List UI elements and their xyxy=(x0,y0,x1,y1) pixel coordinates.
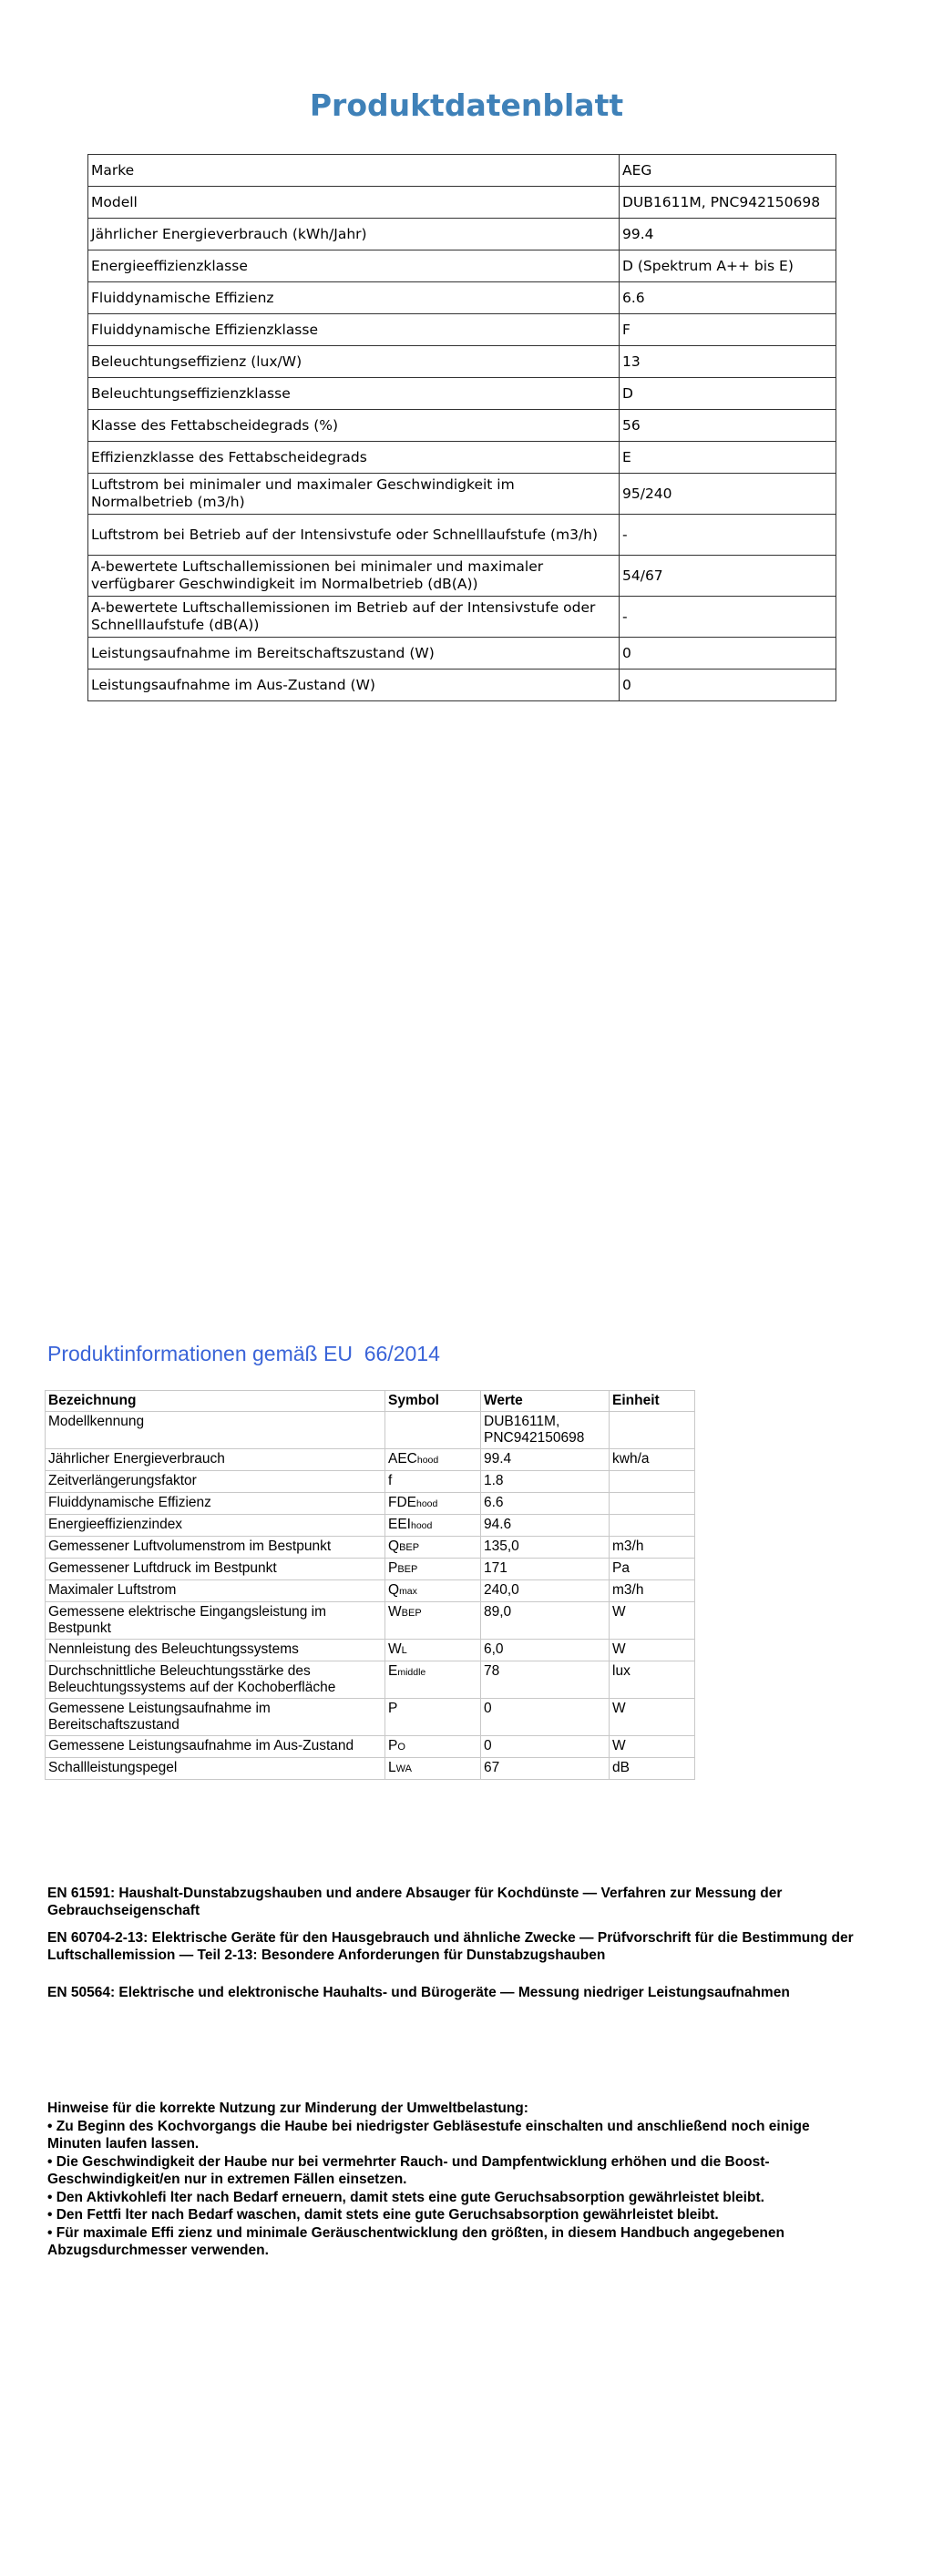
param-unit: W xyxy=(610,1602,695,1640)
symbol-base: E xyxy=(388,1663,398,1679)
param-symbol xyxy=(385,1537,481,1559)
param-symbol xyxy=(385,1493,481,1515)
spec-value: 54/67 xyxy=(620,556,836,597)
product-data-sheet-table xyxy=(87,154,836,701)
param-name: Gemessene elektrische Eingangsleistung im Bestpunkt xyxy=(46,1602,385,1640)
note-item: • Die Geschwindigkeit der Haube nur bei vermehrter Rauch- und Dampfentwicklung erhöhen und die Boost-Geschwindigkeit/en nur in extremen Fällen einsetzen. xyxy=(47,2153,770,2187)
standard-en61591: EN 61591: Haushalt-Dunstabzugshauben und andere Absauger für Kochdünste — Verfahren zur Messung der Gebrauchseigenschaft xyxy=(47,1886,783,1918)
column-header: Einheit xyxy=(610,1391,695,1412)
table-row xyxy=(46,1640,695,1661)
spec-label: Energieeffizienzklasse xyxy=(88,250,620,282)
param-name: Gemessene Leistungsaufnahme im Bereitschaftszustand xyxy=(46,1699,385,1736)
table-row xyxy=(88,410,836,442)
spec-label: Marke xyxy=(88,155,620,187)
spec-label: Fluiddynamische Effizienzklasse xyxy=(88,314,620,346)
spec-label: Leistungsaufnahme im Bereitschaftszustand (W) xyxy=(88,638,620,670)
note-item: • Zu Beginn des Kochvorgangs die Haube bei niedrigster Gebläsestufe einschalten und anschließend noch einige Minuten laufen lassen. xyxy=(47,2118,810,2152)
note-item: • Den Fettfi lter nach Bedarf waschen, damit stets eine gute Geruchsabsorption gewährleistet bleibt. xyxy=(47,2207,719,2223)
table-row xyxy=(46,1580,695,1602)
param-value: 94.6 xyxy=(481,1515,610,1537)
table-row xyxy=(46,1471,695,1493)
param-unit: lux xyxy=(610,1661,695,1699)
table-row xyxy=(88,474,836,515)
param-unit: dB xyxy=(610,1758,695,1780)
spec-value: 0 xyxy=(620,670,836,701)
spec-label: Modell xyxy=(88,187,620,219)
spec-value: D (Spektrum A++ bis E) xyxy=(620,250,836,282)
symbol-base: P xyxy=(388,1701,398,1716)
symbol-base: L xyxy=(388,1760,396,1775)
table-row xyxy=(88,314,836,346)
param-symbol xyxy=(385,1580,481,1602)
symbol-base: Q xyxy=(388,1582,400,1598)
symbol-base: W xyxy=(388,1641,402,1657)
param-unit: Pa xyxy=(610,1559,695,1580)
spec-value: E xyxy=(620,442,836,474)
spec-value: 0 xyxy=(620,638,836,670)
spec-value: D xyxy=(620,378,836,410)
table-row xyxy=(46,1736,695,1758)
usage-notes xyxy=(47,2100,867,2260)
table-row xyxy=(46,1412,695,1449)
page-title: Produktdatenblatt xyxy=(309,87,624,123)
symbol-subscript: hood xyxy=(416,1455,439,1466)
spec-value: 99.4 xyxy=(620,219,836,250)
spec-value: 56 xyxy=(620,410,836,442)
param-value: 240,0 xyxy=(481,1580,610,1602)
symbol-base: AEC xyxy=(388,1451,417,1467)
spec-label: A-bewertete Luftschallemissionen im Betrieb auf der Intensivstufe oder Schnelllaufstufe (dB(A)) xyxy=(88,597,620,638)
param-symbol xyxy=(385,1640,481,1661)
param-unit: m3/h xyxy=(610,1537,695,1559)
param-symbol xyxy=(385,1449,481,1471)
param-value: 0 xyxy=(481,1736,610,1758)
param-symbol xyxy=(385,1602,481,1640)
spec-value: 6.6 xyxy=(620,282,836,314)
table-row xyxy=(88,282,836,314)
param-name: Gemessener Luftvolumenstrom im Bestpunkt xyxy=(46,1537,385,1559)
table-row xyxy=(88,378,836,410)
table-row xyxy=(46,1537,695,1559)
param-value: 1.8 xyxy=(481,1471,610,1493)
param-unit: kwh/a xyxy=(610,1449,695,1471)
param-value: 67 xyxy=(481,1758,610,1780)
param-value: 135,0 xyxy=(481,1537,610,1559)
table-row xyxy=(46,1661,695,1699)
param-value: 78 xyxy=(481,1661,610,1699)
spec-label: Fluiddynamische Effizienz xyxy=(88,282,620,314)
param-name: Fluiddynamische Effizienz xyxy=(46,1493,385,1515)
table-row xyxy=(46,1602,695,1640)
symbol-subscript: O xyxy=(397,1742,405,1753)
spec-label: Luftstrom bei Betrieb auf der Intensivstufe oder Schnelllaufstufe (m3/h) xyxy=(88,515,620,556)
spec-value: AEG xyxy=(620,155,836,187)
spec-label: Beleuchtungseffizienz (lux/W) xyxy=(88,346,620,378)
symbol-base: P xyxy=(388,1560,398,1576)
column-header: Werte xyxy=(481,1391,610,1412)
symbol-subscript: hood xyxy=(410,1520,433,1531)
symbol-subscript: middle xyxy=(397,1667,426,1678)
table-row xyxy=(88,442,836,474)
notes-heading: Hinweise für die korrekte Nutzung zur Minderung der Umweltbelastung: xyxy=(47,2101,528,2116)
table-row xyxy=(88,638,836,670)
table-row xyxy=(88,556,836,597)
param-unit: W xyxy=(610,1640,695,1661)
param-unit xyxy=(610,1493,695,1515)
param-symbol xyxy=(385,1758,481,1780)
param-value: 6.6 xyxy=(481,1493,610,1515)
table-row xyxy=(88,250,836,282)
symbol-subscript: max xyxy=(399,1586,417,1597)
param-symbol xyxy=(385,1559,481,1580)
param-unit: W xyxy=(610,1736,695,1758)
table-header-row xyxy=(46,1391,695,1412)
table-row xyxy=(46,1699,695,1736)
column-header: Symbol xyxy=(385,1391,481,1412)
param-name: Modellkennung xyxy=(46,1412,385,1449)
spec-label: Klasse des Fettabscheidegrads (%) xyxy=(88,410,620,442)
spec-value: F xyxy=(620,314,836,346)
section-heading: Produktinformationen gemäß EU 66/2014 xyxy=(47,1342,440,1365)
param-name: Maximaler Luftstrom xyxy=(46,1580,385,1602)
spec-label: Effizienzklasse des Fettabscheidegrads xyxy=(88,442,620,474)
symbol-base: Q xyxy=(388,1538,400,1554)
symbol-subscript: BEP xyxy=(399,1542,420,1553)
param-name: Schallleistungspegel xyxy=(46,1758,385,1780)
table-row xyxy=(88,515,836,556)
param-symbol xyxy=(385,1699,481,1736)
param-value: 99.4 xyxy=(481,1449,610,1471)
spec-label: Jährlicher Energieverbrauch (kWh/Jahr) xyxy=(88,219,620,250)
note-item: • Den Aktivkohlefi lter nach Bedarf erneuern, damit stets eine gute Geruchsabsorption gewährleistet bleibt. xyxy=(47,2189,764,2205)
param-unit xyxy=(610,1471,695,1493)
param-symbol xyxy=(385,1515,481,1537)
param-value: 171 xyxy=(481,1559,610,1580)
param-name: Jährlicher Energieverbrauch xyxy=(46,1449,385,1471)
table-row xyxy=(88,155,836,187)
standard-en50564: EN 50564: Elektrische und elektronische Hauhalts- und Bürogeräte — Messung niedriger Leistungsaufnahmen xyxy=(47,1985,790,2000)
param-value: 0 xyxy=(481,1699,610,1736)
param-value: DUB1611M, PNC942150698 xyxy=(481,1412,610,1449)
spec-label: A-bewertete Luftschallemissionen bei minimaler und maximaler verfügbarer Geschwindigkeit im Normalbetrieb (dB(A)) xyxy=(88,556,620,597)
symbol-base: FDE xyxy=(388,1495,416,1510)
param-value: 6,0 xyxy=(481,1640,610,1661)
param-unit xyxy=(610,1515,695,1537)
param-symbol xyxy=(385,1661,481,1699)
param-unit xyxy=(610,1412,695,1449)
table-row xyxy=(88,346,836,378)
table-row xyxy=(46,1449,695,1471)
spec-value: - xyxy=(620,597,836,638)
table-row xyxy=(46,1559,695,1580)
spec-value: 95/240 xyxy=(620,474,836,515)
product-info-table xyxy=(45,1390,695,1780)
table-row xyxy=(88,597,836,638)
table-row xyxy=(46,1493,695,1515)
param-name: Gemessener Luftdruck im Bestpunkt xyxy=(46,1559,385,1580)
spec-label: Luftstrom bei minimaler und maximaler Geschwindigkeit im Normalbetrieb (m3/h) xyxy=(88,474,620,515)
table-row xyxy=(88,187,836,219)
symbol-subscript: WA xyxy=(395,1763,412,1774)
spec-label: Leistungsaufnahme im Aus-Zustand (W) xyxy=(88,670,620,701)
param-symbol xyxy=(385,1471,481,1493)
column-header: Bezeichnung xyxy=(46,1391,385,1412)
param-unit: W xyxy=(610,1699,695,1736)
symbol-subscript: hood xyxy=(416,1498,438,1509)
note-item: • Für maximale Effi zienz und minimale Geräuschentwicklung den größten, in diesem Handbuch angegebenen Abzugsdurchmesser verwenden. xyxy=(47,2224,784,2258)
param-name: Energieeffizienzindex xyxy=(46,1515,385,1537)
param-name: Gemessene Leistungsaufnahme im Aus-Zustand xyxy=(46,1736,385,1758)
spec-value: - xyxy=(620,515,836,556)
spec-label: Beleuchtungseffizienzklasse xyxy=(88,378,620,410)
param-symbol xyxy=(385,1736,481,1758)
table-row xyxy=(46,1758,695,1780)
table-row xyxy=(88,670,836,701)
param-unit: m3/h xyxy=(610,1580,695,1602)
symbol-subscript: BEP xyxy=(401,1608,422,1619)
symbol-subscript: BEP xyxy=(397,1564,418,1575)
table-row xyxy=(46,1515,695,1537)
symbol-base: W xyxy=(388,1604,402,1620)
spec-value: DUB1611M, PNC942150698 xyxy=(620,187,836,219)
param-value: 89,0 xyxy=(481,1602,610,1640)
symbol-subscript: L xyxy=(401,1645,407,1656)
param-symbol xyxy=(385,1412,481,1449)
param-name: Nennleistung des Beleuchtungssystems xyxy=(46,1640,385,1661)
symbol-base: P xyxy=(388,1738,398,1753)
symbol-base: f xyxy=(388,1473,393,1488)
standard-en60704: EN 60704-2-13: Elektrische Geräte für den Hausgebrauch und ähnliche Zwecke — Prüfvorschrift für die Bestimmung der Luftschallemission — Teil 2-13: Besondere Anforderungen für Dunstabzugshauben xyxy=(47,1930,854,1963)
symbol-base: EEI xyxy=(388,1517,411,1532)
param-name: Zeitverlängerungsfaktor xyxy=(46,1471,385,1493)
spec-value: 13 xyxy=(620,346,836,378)
table-row xyxy=(88,219,836,250)
param-name: Durchschnittliche Beleuchtungsstärke des Beleuchtungssystems auf der Kochoberfläche xyxy=(46,1661,385,1699)
